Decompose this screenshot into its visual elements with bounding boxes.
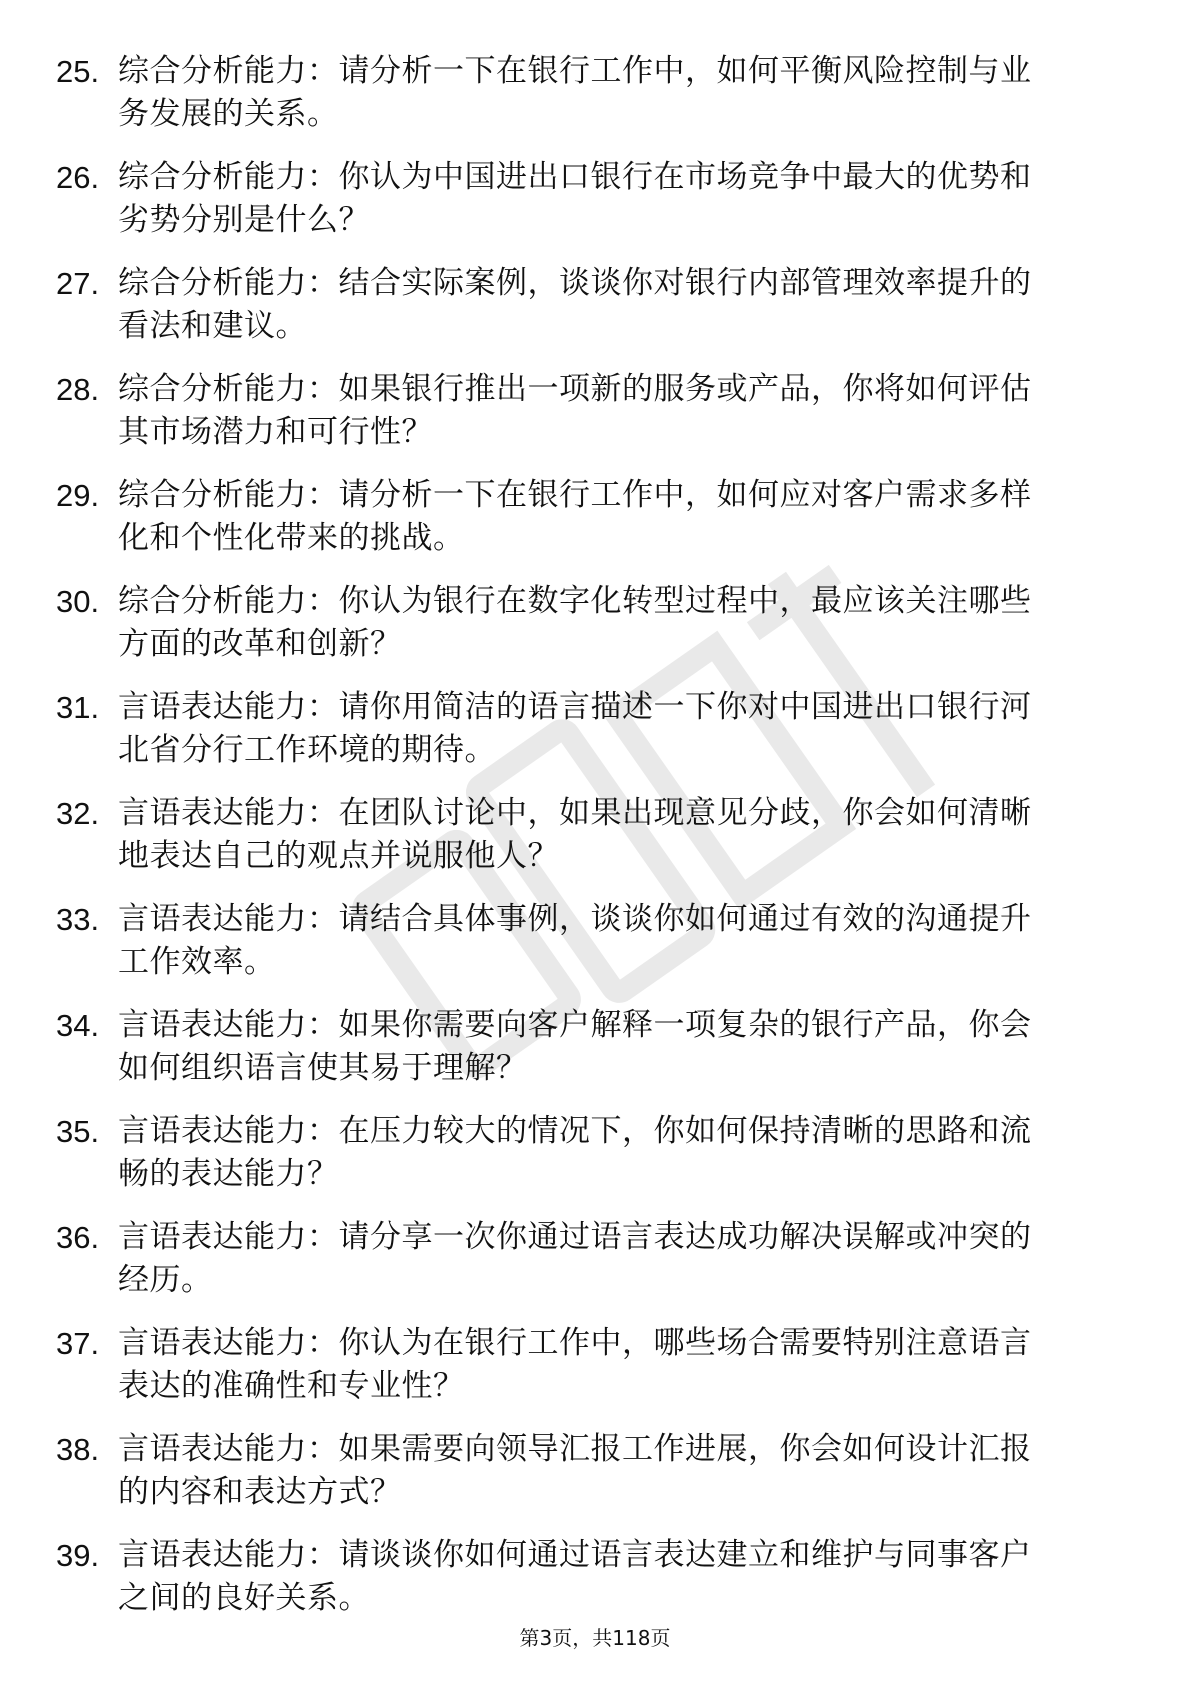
- question-text: 综合分析能力：请分析一下在银行工作中，如何应对客户需求多样化和个性化带来的挑战。: [118, 477, 1032, 556]
- question-text: 综合分析能力：请分析一下在银行工作中，如何平衡风险控制与业务发展的关系。: [118, 53, 1032, 132]
- question-number: 39.: [56, 1538, 100, 1573]
- question-text: 言语表达能力：你认为在银行工作中，哪些场合需要特别注意语言表达的准确性和专业性？: [118, 1325, 1032, 1404]
- list-item: [56, 474, 1056, 560]
- question-text: 言语表达能力：请你用简洁的语言描述一下你对中国进出口银行河北省分行工作环境的期待。: [118, 689, 1032, 768]
- list-item: [56, 368, 1056, 454]
- question-number: 27.: [56, 266, 100, 301]
- question-text: 综合分析能力：结合实际案例，谈谈你对银行内部管理效率提升的看法和建议。: [118, 265, 1032, 344]
- question-number: 37.: [56, 1326, 100, 1361]
- list-item: [56, 1216, 1056, 1302]
- question-number: 36.: [56, 1220, 100, 1255]
- question-number: 32.: [56, 796, 100, 831]
- list-item: [56, 792, 1056, 878]
- question-text: 言语表达能力：如果你需要向客户解释一项复杂的银行产品，你会如何组织语言使其易于理解？: [118, 1007, 1032, 1086]
- list-item: [56, 1428, 1056, 1514]
- question-number: 34.: [56, 1008, 100, 1043]
- question-text: 言语表达能力：如果需要向领导汇报工作进展，你会如何设计汇报的内容和表达方式？: [118, 1431, 1032, 1510]
- page-footer: [0, 1622, 1190, 1651]
- question-text: 综合分析能力：如果银行推出一项新的服务或产品，你将如何评估其市场潜力和可行性？: [118, 371, 1032, 450]
- list-item: [56, 686, 1056, 772]
- question-text: 言语表达能力：请谈谈你如何通过语言表达建立和维护与同事客户之间的良好关系。: [118, 1537, 1032, 1616]
- list-item: [56, 50, 1056, 136]
- question-number: 38.: [56, 1432, 100, 1467]
- page-number-label: 第3页，共118页: [519, 1626, 671, 1650]
- list-item: [56, 1322, 1056, 1408]
- question-text: 言语表达能力：在压力较大的情况下，你如何保持清晰的思路和流畅的表达能力？: [118, 1113, 1032, 1192]
- question-number: 31.: [56, 690, 100, 725]
- question-text: 综合分析能力：你认为中国进出口银行在市场竞争中最大的优势和劣势分别是什么？: [118, 159, 1032, 238]
- question-text: 言语表达能力：请结合具体事例，谈谈你如何通过有效的沟通提升工作效率。: [118, 901, 1032, 980]
- question-text: 言语表达能力：请分享一次你通过语言表达成功解决误解或冲突的经历。: [118, 1219, 1032, 1298]
- list-item: [56, 580, 1056, 666]
- question-number: 33.: [56, 902, 100, 937]
- question-number: 26.: [56, 160, 100, 195]
- question-number: 28.: [56, 372, 100, 407]
- list-item: [56, 1004, 1056, 1090]
- list-item: [56, 898, 1056, 984]
- list-item: [56, 1110, 1056, 1196]
- question-text: 综合分析能力：你认为银行在数字化转型过程中，最应该关注哪些方面的改革和创新？: [118, 583, 1032, 662]
- question-number: 25.: [56, 54, 100, 89]
- question-number: 29.: [56, 478, 100, 513]
- question-text: 言语表达能力：在团队讨论中，如果出现意见分歧，你会如何清晰地表达自己的观点并说服他人？: [118, 795, 1032, 874]
- list-item: [56, 1534, 1056, 1620]
- list-item: [56, 156, 1056, 242]
- question-number: 35.: [56, 1114, 100, 1149]
- list-item: [56, 262, 1056, 348]
- question-number: 30.: [56, 584, 100, 619]
- question-list: [56, 50, 1056, 1640]
